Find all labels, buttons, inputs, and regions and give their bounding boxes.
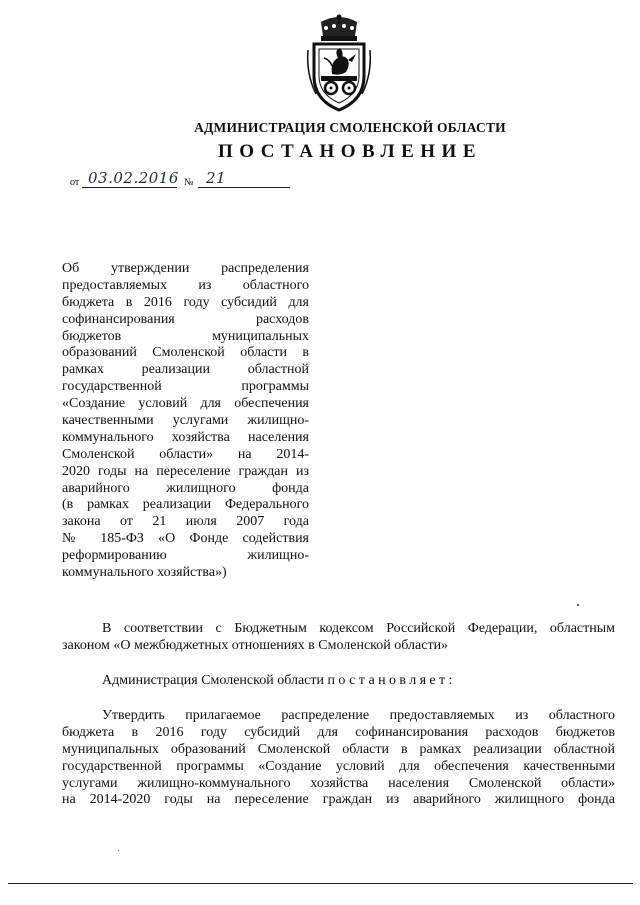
- subject-line: реформированию жилищно-: [62, 548, 309, 564]
- subject-line: качественными услугами жилищно-: [62, 413, 309, 429]
- issuing-authority: АДМИНИСТРАЦИЯ СМОЛЕНСКОЙ ОБЛАСТИ: [194, 120, 506, 135]
- scan-speck: [118, 850, 119, 851]
- subject-line: Смоленской области» на 2014-: [62, 446, 309, 462]
- subject-line: 2020 годы на переселение граждан из: [62, 463, 309, 479]
- paragraph-line: В соответствии с Бюджетным кодексом Российской Федерации, областным: [102, 621, 615, 636]
- document-type-title: ПОСТАНОВЛЕНИЕ: [217, 141, 483, 162]
- subject-line: софинансирования расходов: [62, 311, 309, 327]
- paragraph-line: государственной программы «Создание условий для обеспечения качественными: [62, 758, 615, 774]
- subject-line: государственной программы: [62, 379, 309, 395]
- paragraph-legal-basis: [62, 621, 615, 655]
- document-meta: [70, 168, 330, 190]
- subject-line: рамках реализации областной: [62, 362, 309, 378]
- paragraph-line: законом «О межбюджетных отношениях в Смоленской области»: [62, 637, 449, 653]
- subject-line: аварийного жилищного фонда: [62, 480, 309, 496]
- subject-line: закона от 21 июля 2007 года: [62, 514, 309, 530]
- paragraph-resolves: [62, 673, 615, 690]
- subject-line: коммунального хозяйства»): [62, 565, 227, 581]
- subject-line: коммунального хозяйства населения: [62, 429, 309, 445]
- subject-line: «Создание условий для обеспечения: [62, 396, 309, 412]
- subject-line: бюджетов муниципальных: [62, 328, 309, 344]
- paragraph-line: бюджета в 2016 году субсидий для софинансирования расходов бюджетов: [62, 724, 615, 740]
- number-label: №: [184, 177, 194, 188]
- paragraph-approve: [62, 708, 615, 809]
- resolves-lead: Администрация Смоленской области: [102, 673, 328, 688]
- scan-speck: [577, 604, 579, 606]
- paragraph-line: услугами жилищно-коммунального хозяйства населения Смоленской области»: [62, 775, 615, 791]
- paragraph-line: на 2014-2020 годы на переселение граждан из аварийного жилищного фонда: [62, 792, 615, 808]
- resolves-keyword: постановляет:: [327, 673, 456, 688]
- document-subject: [62, 261, 309, 582]
- subject-line: (в рамках реализации Федерального: [62, 497, 309, 513]
- subject-line: № 185-ФЗ «О Фонде содействия: [62, 531, 309, 547]
- date-label: от: [70, 177, 80, 188]
- page-bottom-rule: [8, 883, 633, 884]
- paragraph-line: муниципальных образований Смоленской области в рамках реализации областной: [62, 741, 615, 757]
- subject-line: образований Смоленской области в: [62, 345, 309, 361]
- paragraph-line: Утвердить прилагаемое распределение предоставляемых из областного: [102, 708, 615, 723]
- subject-line: Об утверждении распределения: [62, 261, 309, 276]
- smolensk-coat-of-arms-icon: [304, 14, 374, 114]
- date-value: 03.02.2016: [88, 169, 179, 187]
- number-value: 21: [206, 169, 227, 187]
- subject-line: бюджета в 2016 году субсидий для: [62, 294, 309, 310]
- subject-line: предоставляемых из областного: [62, 277, 309, 293]
